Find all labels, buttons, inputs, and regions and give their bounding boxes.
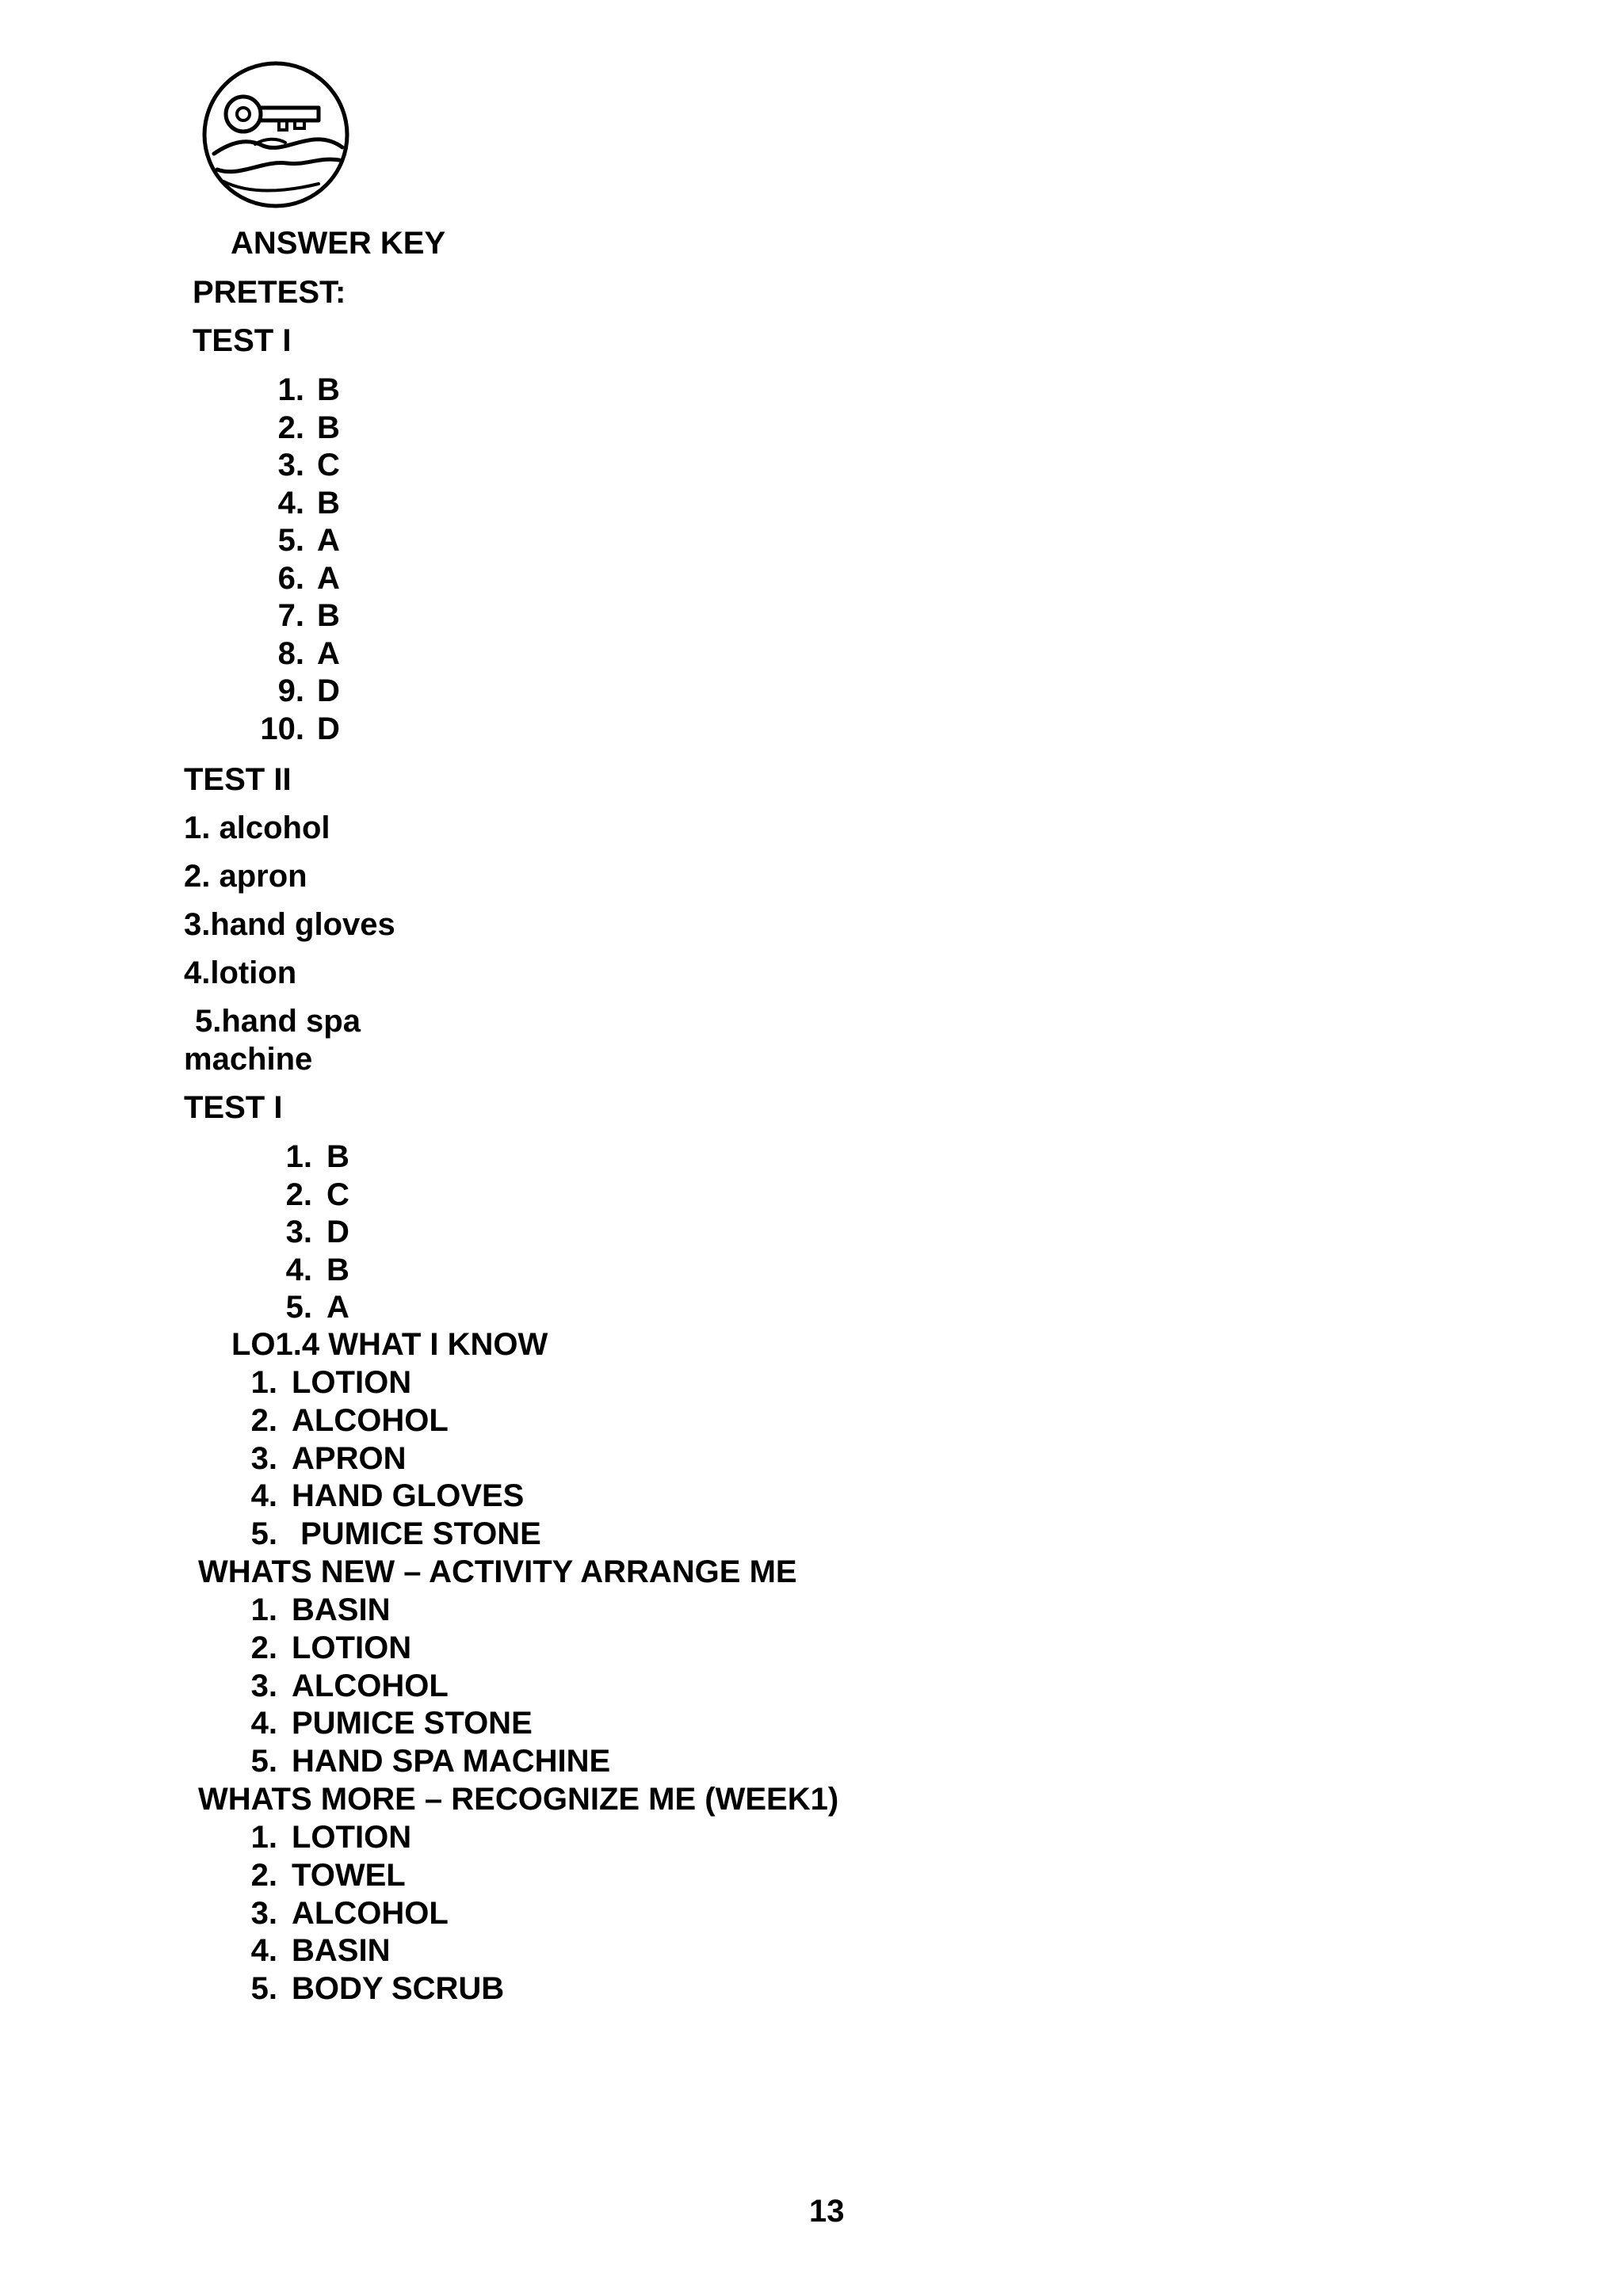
item-number: 5. <box>250 1744 277 1779</box>
pretest-label: PRETEST: <box>193 275 346 310</box>
list-item <box>235 1821 411 1853</box>
item-answer: LOTION <box>292 1630 412 1665</box>
item-number: 2. <box>250 1402 277 1438</box>
list-item <box>235 1707 533 1739</box>
item-number: 10. <box>260 711 304 746</box>
test2-item: 2. apron <box>184 859 307 894</box>
answer-key-heading: ANSWER KEY <box>231 226 446 261</box>
item-number: 9. <box>277 673 304 708</box>
item-number: 2. <box>250 1630 277 1665</box>
test2-label: TEST II <box>184 762 292 797</box>
list-item <box>235 1367 411 1398</box>
test2-item: 3.hand gloves <box>184 907 395 942</box>
item-answer: LOTION <box>292 1820 412 1855</box>
list-item <box>235 1670 449 1702</box>
item-answer: PUMICE STONE <box>292 1706 533 1741</box>
item-answer: BASIN <box>292 1933 391 1969</box>
list-item <box>235 1859 406 1891</box>
item-answer: A <box>317 635 340 671</box>
test2-item: 1. alcohol <box>184 810 330 845</box>
item-answer: D <box>327 1215 349 1249</box>
pretest-test1-label: TEST I <box>193 323 292 358</box>
item-number: 3. <box>285 1215 312 1249</box>
list-item <box>262 1291 349 1323</box>
list-item <box>254 487 340 519</box>
list-item <box>262 1141 349 1173</box>
item-number: 4. <box>250 1706 277 1741</box>
what-i-know-label: LO1.4 WHAT I KNOW <box>231 1327 548 1362</box>
item-number: 3. <box>250 1895 277 1931</box>
test2-item: machine <box>184 1042 313 1077</box>
list-item <box>235 1632 411 1664</box>
item-number: 6. <box>277 560 304 596</box>
list-item <box>254 635 340 671</box>
list-item <box>254 449 340 481</box>
list-item <box>254 600 340 631</box>
item-number: 4. <box>277 485 304 521</box>
list-item <box>254 713 340 745</box>
list-item <box>262 1179 349 1211</box>
page-number: 13 <box>809 2194 845 2229</box>
list-item <box>254 374 340 406</box>
item-answer: B <box>327 1252 349 1287</box>
item-number: 2. <box>277 410 304 445</box>
item-number: 4. <box>250 1478 277 1514</box>
item-number: 5. <box>250 1516 277 1552</box>
item-number: 5. <box>277 523 304 558</box>
item-answer: B <box>317 410 340 445</box>
item-answer: ALCOHOL <box>292 1402 449 1438</box>
item-answer: B <box>317 372 340 407</box>
item-number: 1. <box>250 1592 277 1627</box>
item-number: 1. <box>250 1365 277 1400</box>
list-item <box>235 1402 449 1438</box>
list-item <box>235 1897 449 1929</box>
item-number: 2. <box>285 1177 312 1212</box>
item-answer: BASIN <box>292 1592 391 1627</box>
item-number: 5. <box>250 1971 277 2007</box>
list-item <box>235 1933 391 1969</box>
item-answer: HAND GLOVES <box>292 1478 525 1514</box>
item-number: 4. <box>250 1933 277 1969</box>
item-number: 8. <box>277 635 304 671</box>
item-answer: C <box>327 1177 349 1212</box>
item-number: 1. <box>250 1820 277 1855</box>
list-item <box>235 1518 541 1550</box>
item-answer: B <box>317 485 340 521</box>
list-item <box>262 1254 349 1286</box>
item-answer: D <box>317 673 340 708</box>
key-in-hand-icon <box>200 59 352 211</box>
item-answer: HAND SPA MACHINE <box>292 1744 611 1779</box>
item-number: 3. <box>277 448 304 482</box>
item-answer: BODY SCRUB <box>292 1971 505 2007</box>
item-answer: ALCOHOL <box>292 1895 449 1931</box>
item-answer: C <box>317 448 340 482</box>
list-item <box>254 412 340 444</box>
list-item <box>254 675 340 707</box>
list-item <box>235 1745 610 1777</box>
list-item <box>235 1440 407 1476</box>
item-number: 1. <box>285 1139 312 1174</box>
item-number: 7. <box>277 598 304 633</box>
item-answer: B <box>317 598 340 633</box>
list-item <box>235 1971 505 2007</box>
item-answer: LOTION <box>292 1365 412 1400</box>
list-item <box>254 524 340 556</box>
item-answer: PUMICE STONE <box>292 1516 541 1552</box>
item-number: 3. <box>250 1440 277 1476</box>
list-item <box>254 560 340 596</box>
item-number: 2. <box>250 1857 277 1893</box>
item-number: 3. <box>250 1668 277 1703</box>
test2-item: 5.hand spa <box>195 1004 361 1039</box>
list-item <box>235 1480 524 1512</box>
item-number: 1. <box>277 372 304 407</box>
item-number: 4. <box>285 1252 312 1287</box>
whats-more-label: WHATS MORE – RECOGNIZE ME (WEEK1) <box>198 1782 839 1817</box>
item-answer: ALCOHOL <box>292 1668 449 1703</box>
whats-new-label: WHATS NEW – ACTIVITY ARRANGE ME <box>198 1554 797 1589</box>
item-answer: A <box>317 560 340 596</box>
item-answer: A <box>317 523 340 558</box>
list-item <box>262 1216 349 1248</box>
item-answer: B <box>327 1139 349 1174</box>
item-answer: A <box>327 1290 349 1325</box>
item-answer: APRON <box>292 1440 407 1476</box>
test2-item: 4.lotion <box>184 955 297 990</box>
item-answer: TOWEL <box>292 1857 406 1893</box>
test1b-label: TEST I <box>184 1090 283 1125</box>
item-answer: D <box>317 711 340 746</box>
list-item <box>235 1594 390 1626</box>
item-number: 5. <box>285 1290 312 1325</box>
